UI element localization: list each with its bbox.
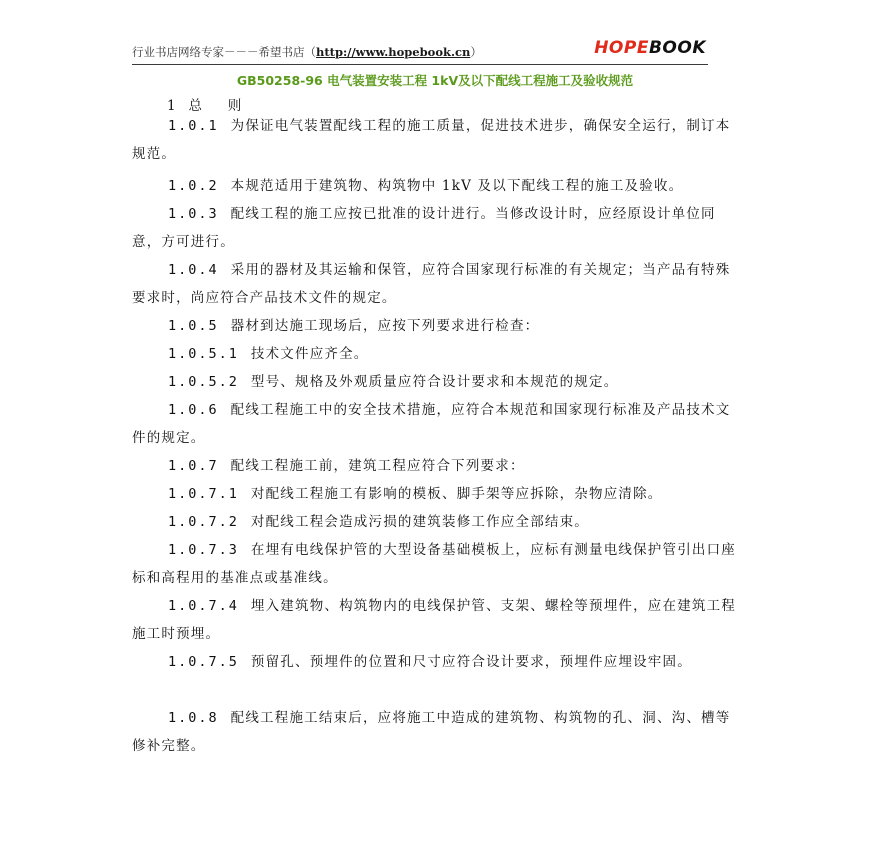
logo-book-text: BOOK	[648, 38, 706, 58]
clause-text: 为保证电气装置配线工程的施工质量，促进技术进步，确保安全运行，制订本规范。	[132, 118, 731, 162]
clause-text: 配线工程的施工应按已批准的设计进行。当修改设计时，应经原设计单位同意，方可进行。	[132, 206, 716, 250]
clause-number: 1.0.8	[168, 710, 219, 726]
clause-text: 对配线工程施工有影响的模板、脚手架等应拆除，杂物应清除。	[250, 486, 663, 502]
clause-text: 配线工程施工中的安全技术措施，应符合本规范和国家现行标准及产品技术文件的规定。	[132, 402, 731, 446]
paragraph	[132, 452, 742, 480]
clause-number: 1.0.5.1	[168, 346, 239, 362]
clause-number: 1.0.1	[168, 118, 219, 134]
paragraph	[132, 200, 742, 256]
clause-number: 1.0.5.2	[168, 374, 239, 390]
paragraph	[132, 256, 742, 312]
clause-text: 对配线工程会造成污损的建筑装修工作应全部结束。	[250, 514, 590, 530]
page-header	[132, 38, 708, 65]
paragraph	[132, 592, 742, 648]
clause-number: 1.0.7.1	[168, 486, 239, 502]
clause-number: 1.0.5	[168, 318, 219, 334]
clause-text: 器材到达施工现场后，应按下列要求进行检查：	[230, 318, 540, 334]
paragraph	[132, 368, 742, 396]
paragraph	[132, 704, 742, 760]
clause-text: 预留孔、预埋件的位置和尺寸应符合设计要求，预埋件应埋设牢固。	[250, 654, 692, 670]
paragraph	[132, 480, 742, 508]
clause-text: 配线工程施工前，建筑工程应符合下列要求：	[230, 458, 525, 474]
clause-text: 采用的器材及其运输和保管，应符合国家现行标准的有关规定；当产品有特殊要求时，尚应符合产品技术文件的规定。	[132, 262, 731, 306]
header-close-paren: ）	[470, 45, 482, 59]
logo-hope-text: HOPE	[594, 38, 649, 58]
clause-text: 埋入建筑物、构筑物内的电线保护管、支架、螺栓等预埋件，应在建筑工程施工时预埋。	[132, 598, 737, 642]
hopebook-logo	[594, 38, 706, 58]
clause-number: 1.0.2	[168, 178, 219, 194]
clause-text: 配线工程施工结束后，应将施工中造成的建筑物、构筑物的孔、洞、沟、槽等修补完整。	[132, 710, 731, 754]
paragraph	[132, 536, 742, 592]
clause-number: 1.0.3	[168, 206, 219, 222]
clause-number: 1.0.7	[168, 458, 219, 474]
paragraph	[132, 508, 742, 536]
clause-number: 1.0.7.2	[168, 514, 239, 530]
document-title: GB50258-96 电气装置安装工程 1kV及以下配线工程施工及验收规范	[236, 73, 634, 88]
clause-number: 1.0.4	[168, 262, 219, 278]
clause-text: 本规范适用于建筑物、构筑物中 1kV 及以下配线工程的施工及验收。	[230, 178, 684, 194]
clause-number: 1.0.7.4	[168, 598, 239, 614]
clause-number: 1.0.6	[168, 402, 219, 418]
paragraph	[132, 396, 742, 452]
paragraph	[132, 112, 742, 168]
header-link[interactable]: http://www.hopebook.cn	[316, 45, 471, 59]
section-heading: 1 总 则	[167, 98, 242, 114]
clause-text: 技术文件应齐全。	[250, 346, 369, 362]
paragraph	[132, 312, 742, 340]
clause-number: 1.0.7.3	[168, 542, 239, 558]
paragraph	[132, 340, 742, 368]
header-store-text: 行业书店网络专家－－－希望书店（	[132, 45, 316, 59]
clause-text: 在埋有电线保护管的大型设备基础模板上，应标有测量电线保护管引出口座标和高程用的基准点或基准线。	[132, 542, 737, 586]
paragraph	[132, 648, 742, 676]
header-text	[132, 44, 482, 60]
paragraph	[132, 172, 742, 200]
clause-text: 型号、规格及外观质量应符合设计要求和本规范的规定。	[250, 374, 619, 390]
clause-number: 1.0.7.5	[168, 654, 239, 670]
